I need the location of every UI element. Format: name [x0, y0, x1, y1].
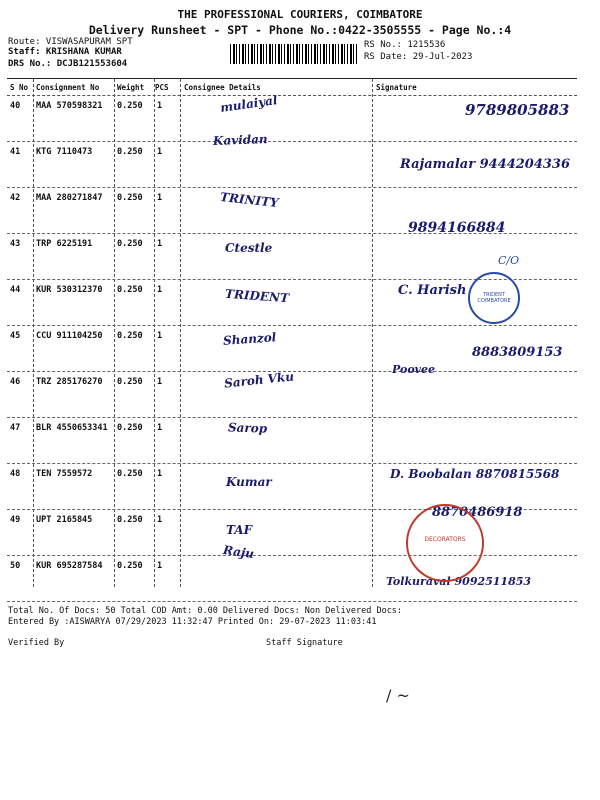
table-row [7, 463, 577, 510]
row-pcs: 1 [157, 515, 163, 525]
col-pcs: PCS [155, 83, 169, 92]
table-row [7, 325, 577, 372]
row-pcs: 1 [157, 331, 163, 341]
row-sno: 41 [10, 147, 21, 157]
row-consignment: TRZ 285176270 [36, 377, 103, 387]
col-weight: Weight [117, 83, 145, 92]
row-pcs: 1 [157, 239, 163, 249]
table-row [7, 95, 577, 142]
table-row [7, 417, 577, 464]
signature-handwriting: D. Boobalan 8870815568 [390, 467, 560, 481]
col-signature: Signature [376, 83, 417, 92]
consignee-handwriting: TRINITY [219, 189, 280, 211]
col-sno: S No [10, 83, 29, 92]
signature-handwriting: 9789805883 [465, 101, 570, 119]
row-sno: 47 [10, 423, 21, 433]
consignee-handwriting: Kavidan [212, 132, 268, 148]
consignee-handwriting: mulaiyal [219, 93, 279, 115]
row-sno: 44 [10, 285, 21, 295]
row-sno: 42 [10, 193, 21, 203]
row-consignment: TEN 7559572 [36, 469, 93, 479]
consignee-handwriting: Kumar [226, 475, 272, 489]
col-consignee: Consignee Details [184, 83, 261, 92]
row-weight: 0.250 [117, 101, 143, 111]
barcode [230, 44, 358, 64]
rs-no-line: RS No.: 1215536 [364, 40, 446, 50]
rs-date-line: RS Date: 29-Jul-2023 [364, 52, 473, 62]
signature-handwriting: 9894166884 [408, 220, 506, 236]
route-line: Route: VISWASAPURAM SPT [8, 37, 133, 47]
row-pcs: 1 [157, 423, 163, 433]
signature-handwriting: Tolkuraval 9092511853 [386, 575, 532, 588]
row-consignment: MAA 570598321 [36, 101, 103, 111]
signature-mark: / ~ [386, 686, 410, 705]
row-pcs: 1 [157, 469, 163, 479]
row-weight: 0.250 [117, 193, 143, 203]
row-weight: 0.250 [117, 561, 143, 571]
consignee-handwriting: TRIDENT [224, 286, 290, 306]
row-pcs: 1 [157, 193, 163, 203]
row-weight: 0.250 [117, 377, 143, 387]
row-weight: 0.250 [117, 515, 143, 525]
signature-handwriting: 8883809153 [472, 345, 563, 360]
table-row [7, 505, 577, 556]
row-weight: 0.250 [117, 239, 143, 249]
row-sno: 40 [10, 101, 21, 111]
row-weight: 0.250 [117, 331, 143, 341]
consignee-handwriting: Raju [222, 542, 255, 562]
consignee-handwriting: Ctestle [225, 241, 273, 255]
row-weight: 0.250 [117, 147, 143, 157]
table-row [7, 542, 577, 602]
stamp-mark: C/O [498, 254, 520, 267]
row-sno: 49 [10, 515, 21, 525]
row-consignment: MAA 280271847 [36, 193, 103, 203]
signature-handwriting: Poovee [392, 363, 436, 376]
row-sno: 45 [10, 331, 21, 341]
consignee-handwriting: TAF [226, 523, 253, 537]
col-consignment: Consignment No [36, 83, 100, 92]
totals-line: Total No. Of Docs: 50 Total COD Amt: 0.00 Delivered Docs: Non Delivered Docs: [8, 606, 403, 616]
row-consignment: BLR 4550653341 [36, 423, 108, 433]
drs-line: DRS No.: DCJB121553604 [8, 59, 128, 69]
row-sno: 46 [10, 377, 21, 387]
consignee-handwriting: Saroh Vku [223, 369, 295, 391]
row-consignment: UPT 2165845 [36, 515, 93, 525]
consignee-handwriting: Shanzol [222, 330, 277, 348]
table-row [7, 132, 577, 188]
row-pcs: 1 [157, 285, 163, 295]
decorators-stamp: DECORATORS [406, 504, 484, 582]
row-consignment: TRP 6225191 [36, 239, 93, 249]
entered-line: Entered By :AISWARYA 07/29/2023 11:32:47 Printed On: 29-07-2023 11:03:41 [8, 617, 377, 627]
row-pcs: 1 [157, 377, 163, 387]
row-pcs: 1 [157, 147, 163, 157]
consignee-handwriting: Sarop [227, 420, 268, 436]
verified-by: Verified By [8, 638, 65, 648]
staff-line: Staff: KRISHANA KUMAR [8, 47, 122, 57]
row-weight: 0.250 [117, 469, 143, 479]
signature-handwriting: C. Harish [398, 283, 467, 298]
row-consignment: CCU 911104250 [36, 331, 103, 341]
row-consignment: KTG 7110473 [36, 147, 93, 157]
signature-handwriting: Rajamalar 9444204336 [400, 157, 571, 172]
table-row [7, 363, 577, 418]
table-header [7, 79, 577, 96]
row-sno: 48 [10, 469, 21, 479]
trident-stamp: TRIDENT COIMBATORE [468, 272, 520, 324]
row-pcs: 1 [157, 101, 163, 111]
runsheet-table [7, 78, 577, 587]
runsheet-subtitle: Delivery Runsheet - SPT - Phone No.:0422-3505555 - Page No.:4 [88, 23, 512, 37]
table-row [7, 187, 577, 234]
row-pcs: 1 [157, 561, 163, 571]
company-title: THE PROFESSIONAL COURIERS, COIMBATORE [177, 8, 423, 21]
row-weight: 0.250 [117, 285, 143, 295]
row-sno: 43 [10, 239, 21, 249]
signature-handwriting: 8870486918 [432, 505, 523, 520]
staff-signature: Staff Signature [266, 638, 343, 648]
row-weight: 0.250 [117, 423, 143, 433]
row-consignment: KUR 695287584 [36, 561, 103, 571]
row-consignment: KUR 530312370 [36, 285, 103, 295]
row-sno: 50 [10, 561, 21, 571]
